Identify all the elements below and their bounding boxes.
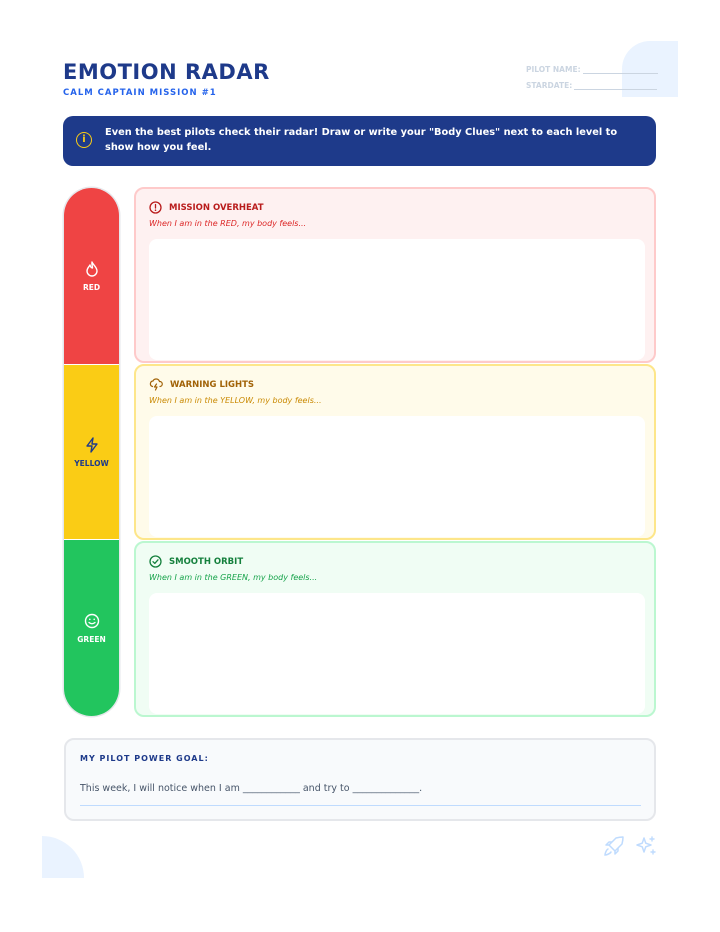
pilot-name-line	[583, 65, 658, 74]
drawing-area-red[interactable]	[149, 239, 645, 360]
lightning-icon	[85, 437, 99, 453]
stardate-line	[574, 81, 657, 90]
page-subtitle: CALM CAPTAIN MISSION #1	[63, 88, 217, 98]
emotion-thermometer	[64, 188, 119, 716]
decorative-corner-shape	[42, 836, 84, 878]
level-green	[64, 540, 119, 716]
card-heading: WARNING LIGHTS	[170, 379, 255, 390]
card-prompt: When I am in the YELLOW, my body feels...	[149, 396, 322, 405]
instruction-text: Even the best pilots check their radar! Draw or write your "Body Clues" next to each level to show how you feel.	[105, 127, 618, 153]
flame-icon	[85, 261, 99, 277]
info-icon: i	[76, 132, 92, 148]
instruction-banner	[63, 116, 656, 166]
cloud-lightning-icon	[149, 378, 163, 391]
goal-writing-line[interactable]	[80, 805, 641, 806]
card-warning-lights	[134, 364, 656, 540]
sparkles-icon	[635, 835, 657, 857]
stardate-field[interactable]	[526, 81, 657, 90]
card-heading: SMOOTH ORBIT	[169, 556, 244, 567]
pilot-name-label: PILOT NAME:	[526, 65, 581, 74]
smile-icon	[84, 613, 100, 629]
pilot-goal-box	[64, 738, 656, 821]
page-title: EMOTION RADAR	[63, 60, 270, 84]
goal-text: This week, I will notice when I am ____________ and try to ______________.	[80, 783, 423, 794]
pilot-name-field[interactable]	[526, 65, 658, 74]
card-prompt: When I am in the RED, my body feels...	[149, 219, 307, 228]
card-smooth-orbit	[134, 541, 656, 717]
footer-icons	[603, 835, 657, 857]
level-yellow	[64, 364, 119, 540]
drawing-area-yellow[interactable]	[149, 416, 645, 537]
level-label: GREEN	[77, 634, 106, 644]
rocket-icon	[603, 835, 625, 857]
card-heading: MISSION OVERHEAT	[169, 202, 264, 213]
level-label: RED	[82, 282, 101, 292]
goal-title: MY PILOT POWER GOAL:	[80, 754, 209, 763]
level-red	[64, 188, 119, 364]
level-label: YELLOW	[74, 458, 109, 468]
alert-circle-icon	[149, 201, 162, 214]
drawing-area-green[interactable]	[149, 593, 645, 714]
card-mission-overheat	[134, 187, 656, 363]
check-circle-icon	[149, 555, 162, 568]
stardate-label: STARDATE:	[526, 81, 573, 90]
card-prompt: When I am in the GREEN, my body feels...	[149, 573, 318, 582]
